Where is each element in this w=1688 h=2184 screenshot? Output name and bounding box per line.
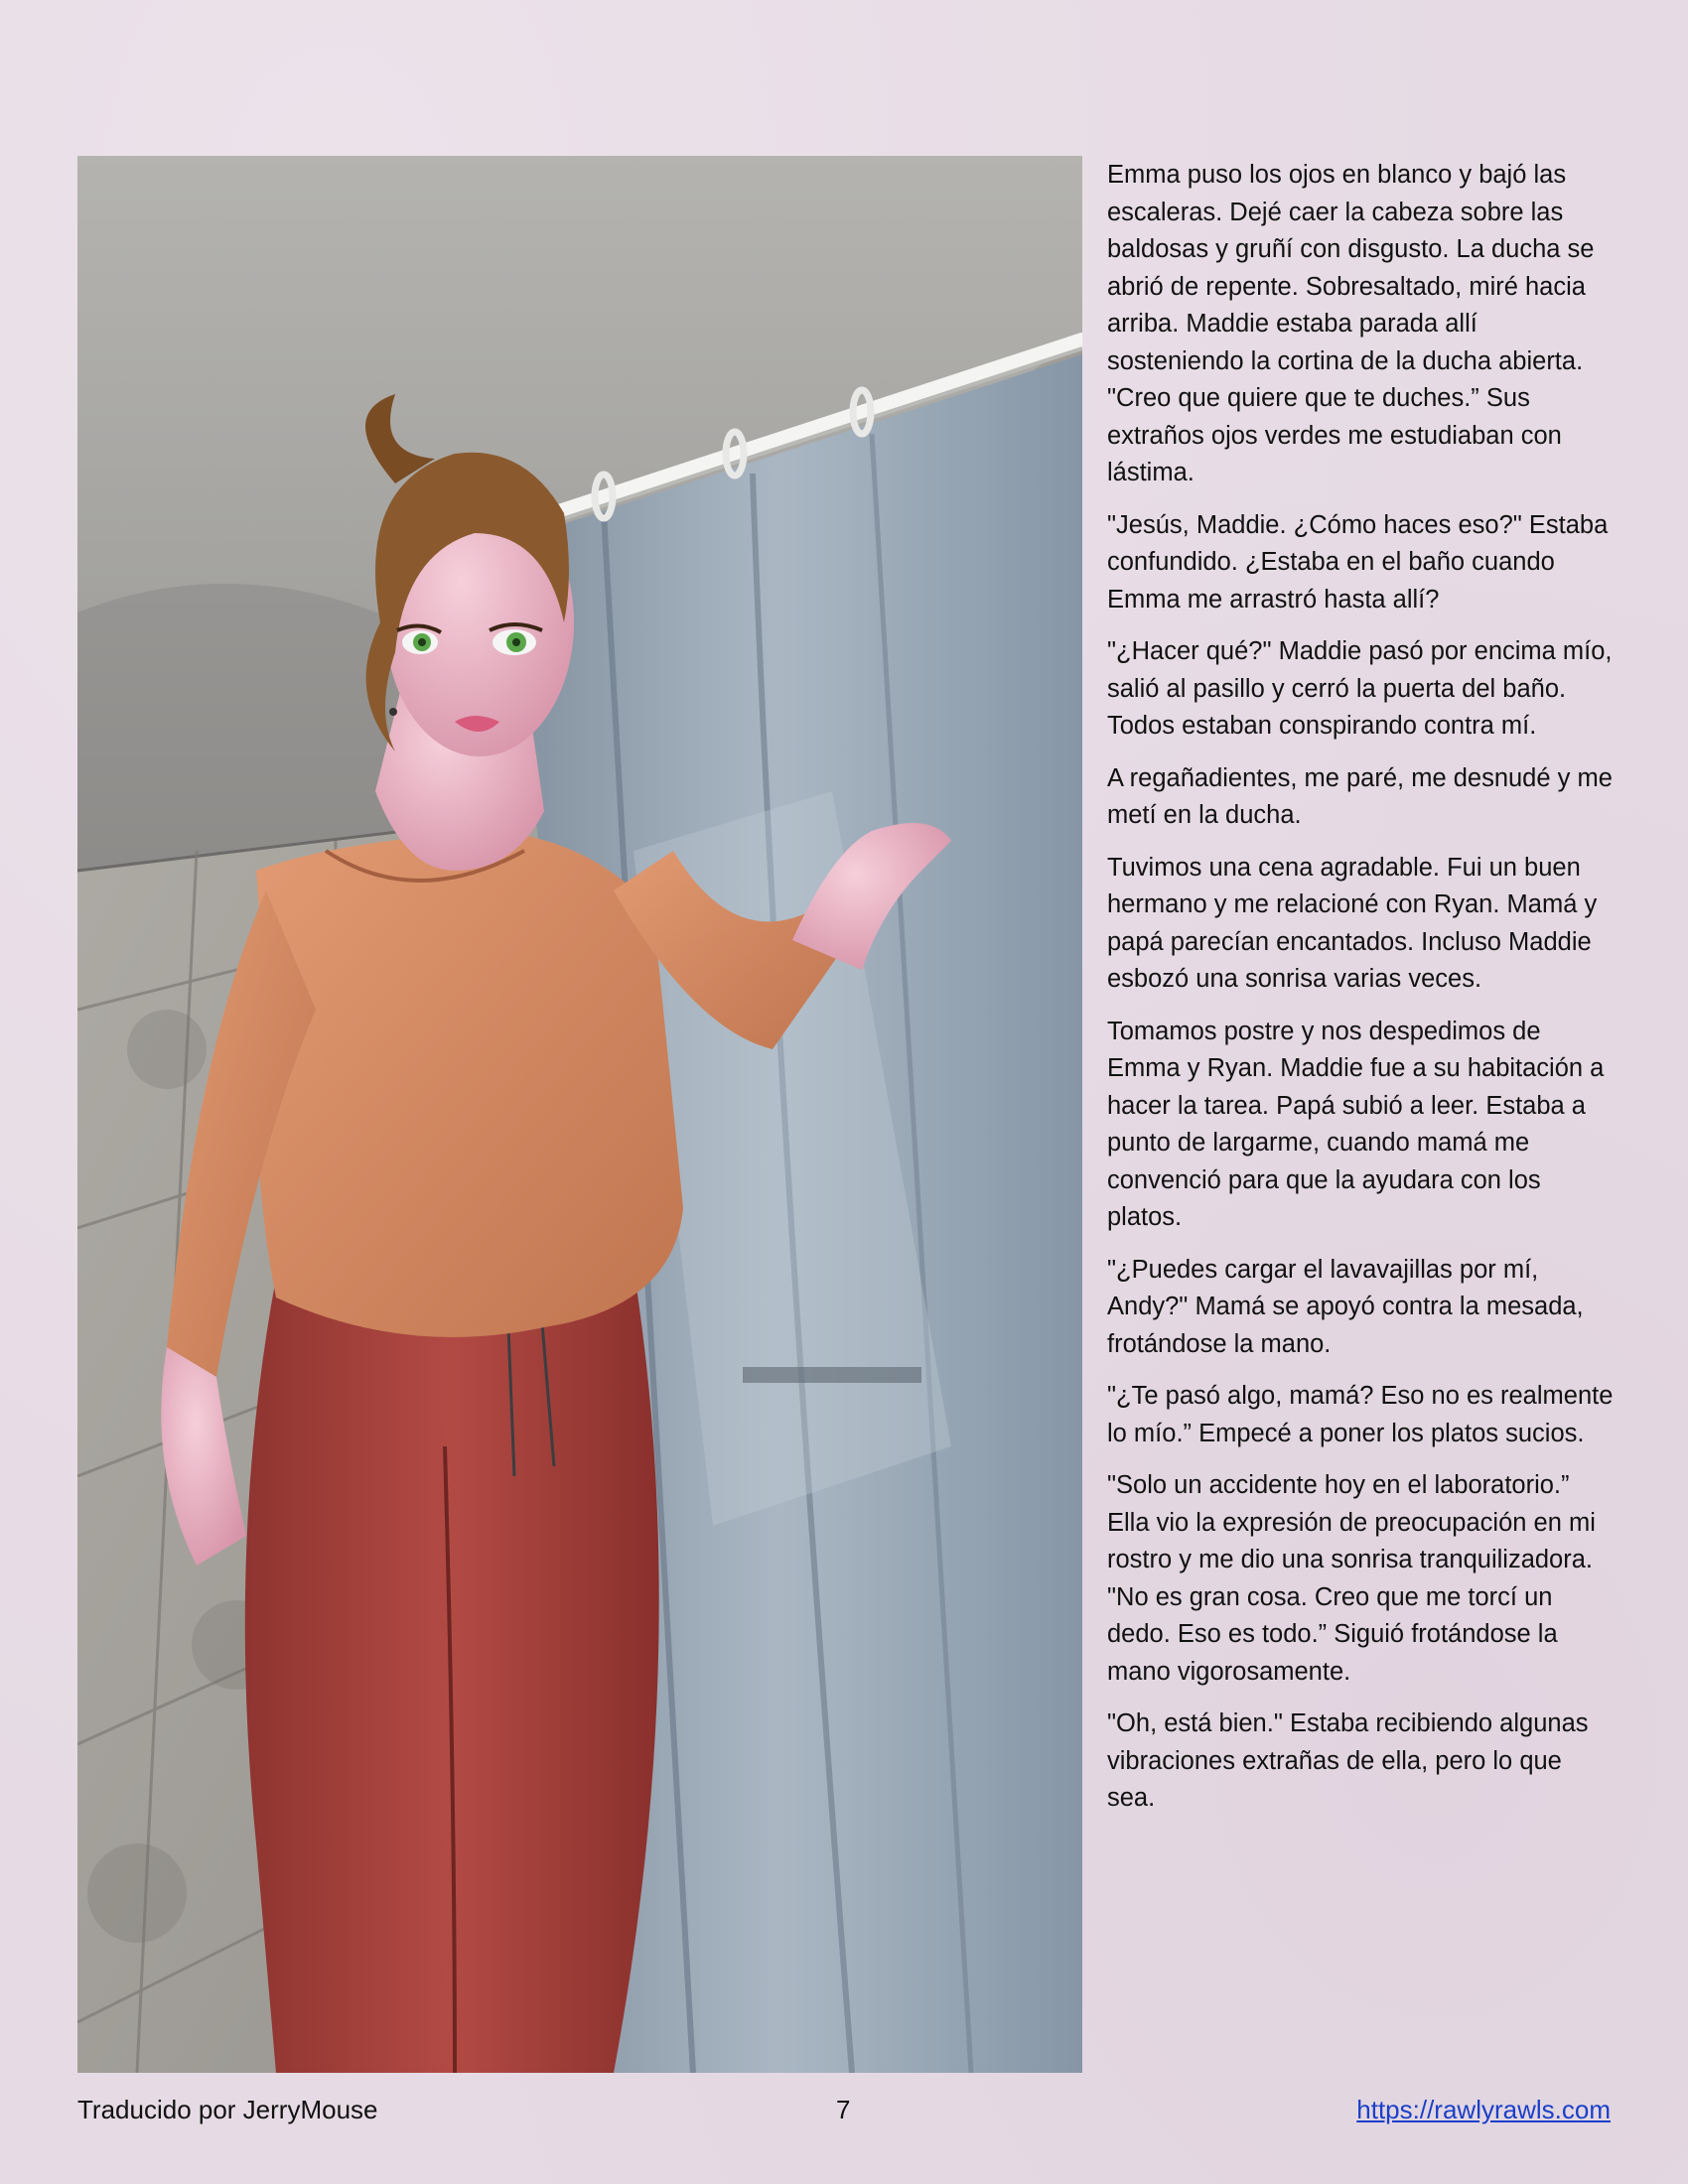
illustration-panel <box>77 156 1082 2073</box>
story-paragraph: "¿Te pasó algo, mamá? Eso no es realmente lo mío.” Empecé a poner los platos sucios. <box>1107 1382 1614 1447</box>
translator-credit: Traducido por JerryMouse <box>77 2095 378 2124</box>
story-paragraph: "Jesús, Maddie. ¿Cómo haces eso?" Estaba confundido. ¿Estaba en el baño cuando Emma me arrastró hasta allí? <box>1107 510 1609 614</box>
story-paragraph: "Solo un accidente hoy en el laboratorio.” Ella vio la expresión de preocupación en mi rostro y me dio una sonrisa tranquilizadora. "No es gran cosa. Creo que me torcí un dedo. Eso es todo.” Siguió frotándose la mano vigorosamente. <box>1107 1471 1596 1686</box>
website-link[interactable]: https://rawlyrawls.com <box>1356 2095 1611 2124</box>
page-number: 7 <box>836 2095 851 2124</box>
story-paragraph: "¿Hacer qué?" Maddie pasó por encima mío, salió al pasillo y cerró la puerta del baño. Todos estaban conspirando contra mí. <box>1107 637 1613 740</box>
illustration-woman-shower-curtain <box>77 156 1082 2073</box>
story-paragraph: "¿Puedes cargar el lavavajillas por mí, Andy?" Mamá se apoyó contra la mesada, frotándose la mano. <box>1107 1255 1584 1358</box>
story-text <box>1107 157 1616 1833</box>
story-paragraph: Emma puso los ojos en blanco y bajó las escaleras. Dejé caer la cabeza sobre las baldosas y gruñí con disgusto. La ducha se abrió de repente. Sobresaltado, miré hacia arriba. Maddie estaba parada allí sosteniendo la cortina de la ducha abierta. "Creo que quiere que te duches.” Sus extraños ojos verdes me estudiaban con lástima. <box>1107 161 1595 486</box>
story-paragraph: Tomamos postre y nos despedimos de Emma y Ryan. Maddie fue a su habitación a hacer la tarea. Papá subió a leer. Estaba a punto de largarme, cuando mamá me convenció para que la ayudara con los platos. <box>1107 1017 1605 1231</box>
story-paragraph: "Oh, está bien." Estaba recibiendo algunas vibraciones extrañas de ella, pero lo que sea. <box>1107 1709 1589 1812</box>
story-paragraph: A regañadientes, me paré, me desnudé y me metí en la ducha. <box>1107 763 1613 829</box>
story-paragraph: Tuvimos una cena agradable. Fui un buen hermano y me relacioné con Ryan. Mamá y papá parecían encantados. Incluso Maddie esbozó una sonrisa varias veces. <box>1107 853 1598 993</box>
